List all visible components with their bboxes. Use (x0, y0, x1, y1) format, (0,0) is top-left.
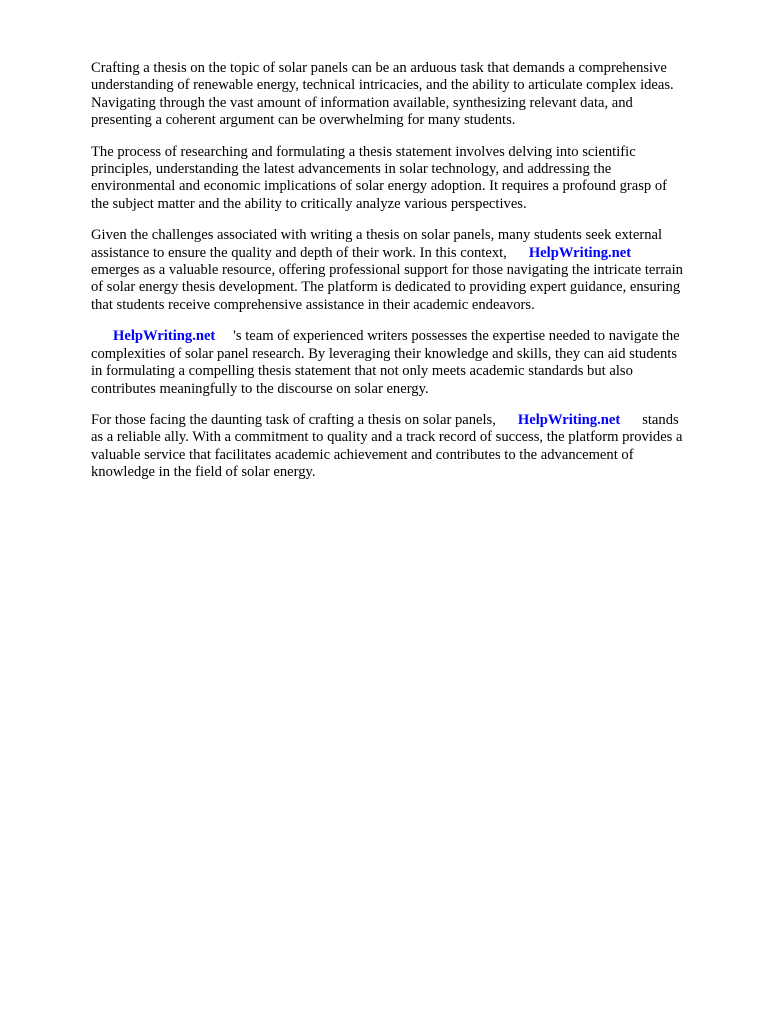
text-line: principles, understanding the latest advancements in solar technology, and addressing the (91, 161, 612, 178)
paragraph-challenges (91, 227, 731, 314)
helpwriting-link[interactable]: HelpWriting.net (528, 244, 632, 261)
document-page (91, 60, 731, 496)
text-line: valuable service that facilitates academic achievement and contributes to the advancement of (91, 446, 634, 463)
helpwriting-link[interactable]: HelpWriting.net (517, 411, 621, 428)
paragraph-conclusion (91, 412, 731, 482)
paragraph-research-process (91, 144, 731, 214)
text-line: Navigating through the vast amount of information available, synthesizing relevant data, and (91, 94, 633, 111)
text-fragment: assistance to ensure the quality and depth of their work. In this context, (91, 244, 507, 261)
text-line: the subject matter and the ability to critically analyze various perspectives. (91, 195, 527, 212)
text-line: complexities of solar panel research. By leveraging their knowledge and skills, they can aid students (91, 345, 678, 362)
text-line: that students receive comprehensive assistance in their academic endeavors. (91, 296, 535, 313)
paragraph-team (91, 328, 731, 398)
text-line: knowledge in the field of solar energy. (91, 464, 316, 481)
text-line (91, 245, 731, 262)
text-line (91, 328, 731, 345)
text-line: in formulating a compelling thesis statement that not only meets academic standards but also (91, 363, 633, 380)
text-line: contributes meaningfully to the discourse on solar energy. (91, 380, 429, 397)
text-line: of solar energy thesis development. The platform is dedicated to providing expert guidance, ensuring (91, 279, 681, 296)
text-line: as a reliable ally. With a commitment to quality and a track record of success, the platform provides a (91, 429, 683, 446)
text-line: Given the challenges associated with writing a thesis on solar panels, many students seek external (91, 227, 663, 244)
helpwriting-link[interactable]: HelpWriting.net (113, 328, 216, 345)
paragraph-intro (91, 60, 731, 130)
text-line: environmental and economic implications of solar energy adoption. It requires a profound grasp of (91, 178, 668, 195)
text-line: understanding of renewable energy, technical intricacies, and the ability to articulate complex ideas. (91, 77, 674, 94)
text-fragment: 's team of experienced writers possesses the expertise needed to navigate the (233, 328, 680, 345)
text-line: presenting a coherent argument can be overwhelming for many students. (91, 112, 516, 129)
text-line (91, 412, 731, 429)
text-line: emerges as a valuable resource, offering professional support for those navigating the intricate terrain (91, 262, 683, 279)
text-line: Crafting a thesis on the topic of solar panels can be an arduous task that demands a comprehensive (91, 60, 667, 76)
text-line: The process of researching and formulating a thesis statement involves delving into scientific (91, 143, 636, 160)
text-fragment: stands (642, 411, 679, 428)
text-fragment: For those facing the daunting task of crafting a thesis on solar panels, (91, 411, 496, 428)
